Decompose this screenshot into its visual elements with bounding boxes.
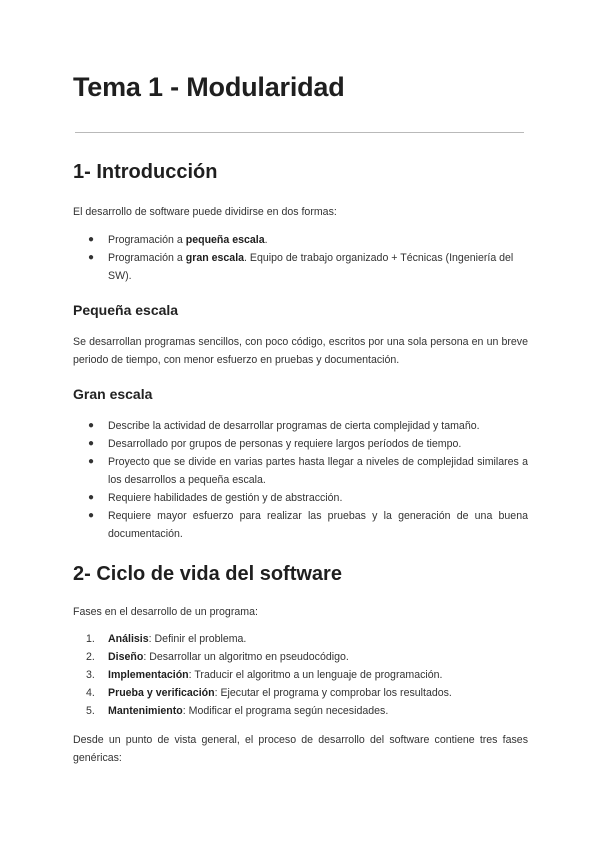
title-divider: [75, 132, 524, 133]
bullet-icon: ●: [88, 438, 95, 449]
list-number: 3.: [86, 669, 95, 681]
intro-paragraph: El desarrollo de software puede dividirse en dos formas:: [73, 206, 337, 218]
list-item: 1. Análisis: Definir el problema.: [73, 630, 528, 648]
bullet-icon: ●: [88, 492, 95, 503]
list-item: 4. Prueba y verificación: Ejecutar el programa y comprobar los resultados.: [73, 684, 528, 702]
list-item: ● Requiere mayor esfuerzo para realizar las pruebas y la generación de una buena documentación.: [73, 507, 528, 543]
list-item: 5. Mantenimiento: Modificar el programa según necesidades.: [73, 702, 528, 720]
section-heading-ciclo-de-vida: 2- Ciclo de vida del software: [73, 563, 342, 585]
list-number: 2.: [86, 651, 95, 663]
page-title: Tema 1 - Modularidad: [73, 72, 345, 102]
small-scale-paragraph: Se desarrollan programas sencillos, con poco código, escritos por una sola persona en un breve periodo de tiempo, con menor esfuerzo en pruebas y documentación.: [73, 336, 528, 366]
phases-list: [73, 630, 528, 720]
list-item: ● Requiere habilidades de gestión y de abstracción.: [73, 489, 528, 507]
closing-paragraph: Desde un punto de vista general, el proceso de desarrollo del software contiene tres fases genéricas:: [73, 734, 528, 764]
section-heading-introduccion: 1- Introducción: [73, 161, 218, 183]
bullet-icon: ●: [88, 456, 95, 467]
forms-list: [73, 231, 528, 285]
list-item: ● Programación a gran escala. Equipo de trabajo organizado + Técnicas (Ingeniería del SW).: [73, 249, 528, 285]
list-number: 5.: [86, 705, 95, 717]
list-item: ● Proyecto que se divide en varias partes hasta llegar a niveles de complejidad similares a los desarrollos a pequeña escala.: [73, 453, 528, 489]
phases-intro-paragraph: Fases en el desarrollo de un programa:: [73, 606, 258, 618]
list-item: 3. Implementación: Traducir el algoritmo a un lenguaje de programación.: [73, 666, 528, 684]
subheading-pequena-escala: Pequeña escala: [73, 302, 179, 318]
bullet-icon: ●: [88, 510, 95, 521]
list-item: ● Programación a pequeña escala.: [73, 231, 528, 249]
list-item: ● Describe la actividad de desarrollar programas de cierta complejidad y tamaño.: [73, 417, 528, 435]
subheading-gran-escala: Gran escala: [73, 386, 153, 402]
list-number: 4.: [86, 687, 95, 699]
large-scale-list: [73, 417, 528, 543]
list-item: 2. Diseño: Desarrollar un algoritmo en pseudocódigo.: [73, 648, 528, 666]
bullet-icon: ●: [88, 234, 95, 245]
list-number: 1.: [86, 633, 95, 645]
bullet-icon: ●: [88, 252, 95, 263]
list-item: ● Desarrollado por grupos de personas y requiere largos períodos de tiempo.: [73, 435, 528, 453]
bullet-icon: ●: [88, 420, 95, 431]
